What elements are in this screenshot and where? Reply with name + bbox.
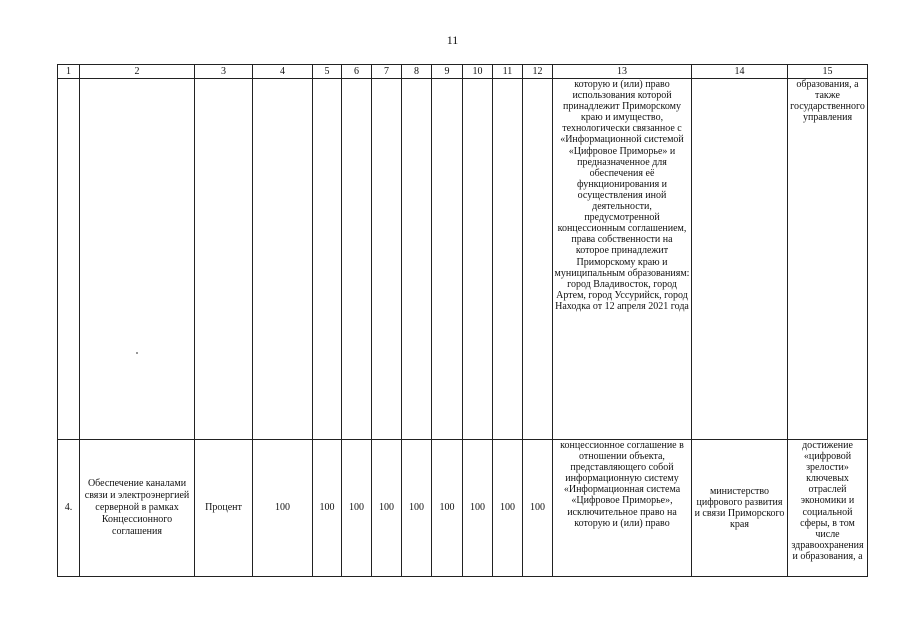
column-header: 10 [463, 65, 493, 79]
column-header: 13 [553, 65, 692, 79]
table-cell [253, 79, 313, 440]
table-row [58, 79, 868, 440]
value-cell: 100 [432, 440, 463, 577]
goal-cell: достижение «цифровой зрелости» ключевых отраслей экономики и социальной сферы, в том числе здравоохранения и образования, а [788, 440, 868, 577]
value-cell: 100 [523, 440, 553, 577]
table-cell [432, 79, 463, 440]
value-cell: 100 [372, 440, 402, 577]
value-cell: 100 [342, 440, 372, 577]
column-header: 5 [313, 65, 342, 79]
table-cell [313, 79, 342, 440]
value-cell: 100 [402, 440, 432, 577]
goal-cell: образования, а также государственного управления [788, 79, 868, 440]
row-number-cell: 4. [58, 440, 80, 577]
table-cell [493, 79, 523, 440]
column-header: 3 [195, 65, 253, 79]
table-cell [195, 79, 253, 440]
column-header: 8 [402, 65, 432, 79]
value-cell: 100 [493, 440, 523, 577]
value-cell: 100 [253, 440, 313, 577]
agreement-description-cell: которую и (или) право использования которой принадлежит Приморскому краю и имущество, технологически связанное с «Информационной системой «Цифровое Приморье» и предназначенное для обеспечения её функционирования и осуществления иной деятельности, предусмотренной концессионным соглашением, права собственности на которое принадлежит Приморскому краю и муниципальным образованиям: город Владивосток, город Артем, город Уссурийск, город Находка от 12 апреля 2021 года [553, 79, 692, 440]
column-header: 2 [80, 65, 195, 79]
column-header: 12 [523, 65, 553, 79]
indicator-name-cell: Обеспечение каналами связи и электроэнергией серверной в рамках Концессионного соглашения [80, 440, 195, 577]
column-header: 14 [692, 65, 788, 79]
table-cell [402, 79, 432, 440]
column-header: 15 [788, 65, 868, 79]
table-cell [58, 79, 80, 440]
column-header: 9 [432, 65, 463, 79]
responsible-body-cell: министерство цифрового развития и связи Приморского края [692, 440, 788, 577]
column-header: 6 [342, 65, 372, 79]
agreement-description-cell: концессионное соглашение в отношении объекта, представляющего собой информационную систему «Информационная система «Цифровое Приморье», исключительное право на которую и (или) право [553, 440, 692, 577]
value-cell: 100 [313, 440, 342, 577]
column-header: 7 [372, 65, 402, 79]
table-cell [692, 79, 788, 440]
scan-dot-mark [136, 352, 138, 354]
table-cell [372, 79, 402, 440]
table-row [58, 440, 868, 577]
table-cell [342, 79, 372, 440]
value-cell: 100 [463, 440, 493, 577]
table-cell [80, 79, 195, 440]
table-cell [463, 79, 493, 440]
unit-cell: Процент [195, 440, 253, 577]
table-cell [523, 79, 553, 440]
column-header: 11 [493, 65, 523, 79]
page-number: 11 [446, 33, 459, 47]
indicators-table [57, 64, 868, 577]
column-header: 1 [58, 65, 80, 79]
column-header: 4 [253, 65, 313, 79]
column-header-row [58, 65, 868, 79]
